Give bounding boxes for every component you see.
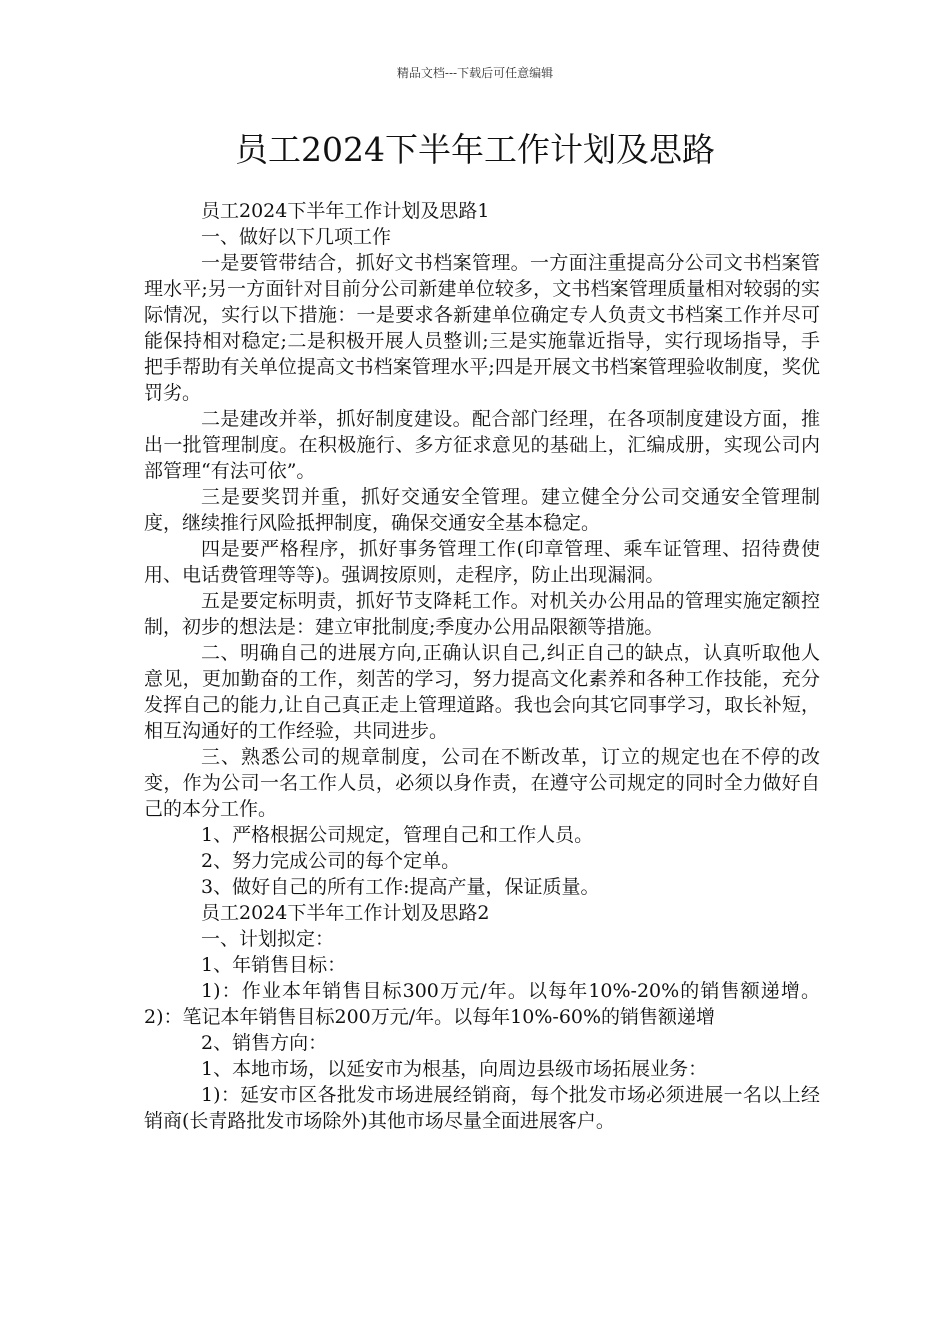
list-item: 3、做好自己的所有工作:提高产量，保证质量。 [201,876,600,898]
paragraph: 三、熟悉公司的规章制度，公司在不断改革，订立的规定也在不停的改变，作为公司一名工作人员，必须以身作责，在遵守公司规定的同时全力做好自己的本分工作。 [144,746,820,820]
paragraph: 二、明确自己的进展方向,正确认识自己,纠正自己的缺点，认真听取他人意见，更加勤奋的工作，刻苦的学习，努力提高文化素养和各种工作技能，充分发挥自己的能力,让自己真正走上管理道路。我也会向其它同事学习，取长补短，相互沟通好的工作经验，共同进步。 [144,642,820,742]
paragraph: 一、做好以下几项工作 [201,226,392,248]
paragraph: 2、销售方向： [201,1032,328,1054]
list-item: 1、严格根据公司规定，管理自己和工作人员。 [201,824,594,846]
paragraph: 1、本地市场，以延安市为根基，向周边县级市场拓展业务： [201,1058,708,1080]
page-header: 精品文档---下载后可任意编辑 [396,66,554,80]
document-body [144,198,820,1134]
paragraph: 1、年销售目标： [201,954,347,976]
paragraph: 三是要奖罚并重，抓好交通安全管理。建立健全分公司交通安全管理制度，继续推行风险抵押制度，确保交通安全基本稳定。 [144,486,820,534]
list-item: 2、努力完成公司的每个定单。 [201,850,461,872]
paragraph: 1)：作业本年销售目标300万元/年。以每年10%-20%的销售额递增。2)：笔记本年销售目标200万元/年。以每年10%-60%的销售额递增 [144,980,820,1028]
paragraph: 二是建改并举，抓好制度建设。配合部门经理，在各项制度建设方面，推出一批管理制度。在积极施行、多方征求意见的基础上，汇编成册，实现公司内部管理“有法可依”。 [144,408,820,482]
paragraph: 四是要严格程序，抓好事务管理工作(印章管理、乘车证管理、招待费使用、电话费管理等等)。强调按原则，走程序，防止出现漏洞。 [144,538,820,586]
paragraph: 一是要管带结合，抓好文书档案管理。一方面注重提高分公司文书档案管理水平;另一方面针对目前分公司新建单位较多，文书档案管理质量相对较弱的实际情况，实行以下措施：一是要求各新建单位确定专人负责文书档案工作并尽可能保持相对稳定;二是积极开展人员整训;三是实施靠近指导，实行现场指导，手把手帮助有关单位提高文书档案管理水平;四是开展文书档案管理验收制度，奖优罚劣。 [144,252,820,404]
paragraph: 五是要定标明责，抓好节支降耗工作。对机关办公用品的管理实施定额控制，初步的想法是：建立审批制度;季度办公用品限额等措施。 [144,590,820,638]
section-heading-1: 员工2024下半年工作计划及思路1 [201,200,490,222]
document-title: 员工2024下半年工作计划及思路 [235,130,715,169]
paragraph: 1)：延安市区各批发市场进展经销商，每个批发市场必须进展一名以上经销商(长青路批发市场除外)其他市场尽量全面进展客户。 [144,1084,820,1132]
section-heading-2: 员工2024下半年工作计划及思路2 [201,902,490,924]
paragraph: 一、计划拟定： [201,928,335,950]
